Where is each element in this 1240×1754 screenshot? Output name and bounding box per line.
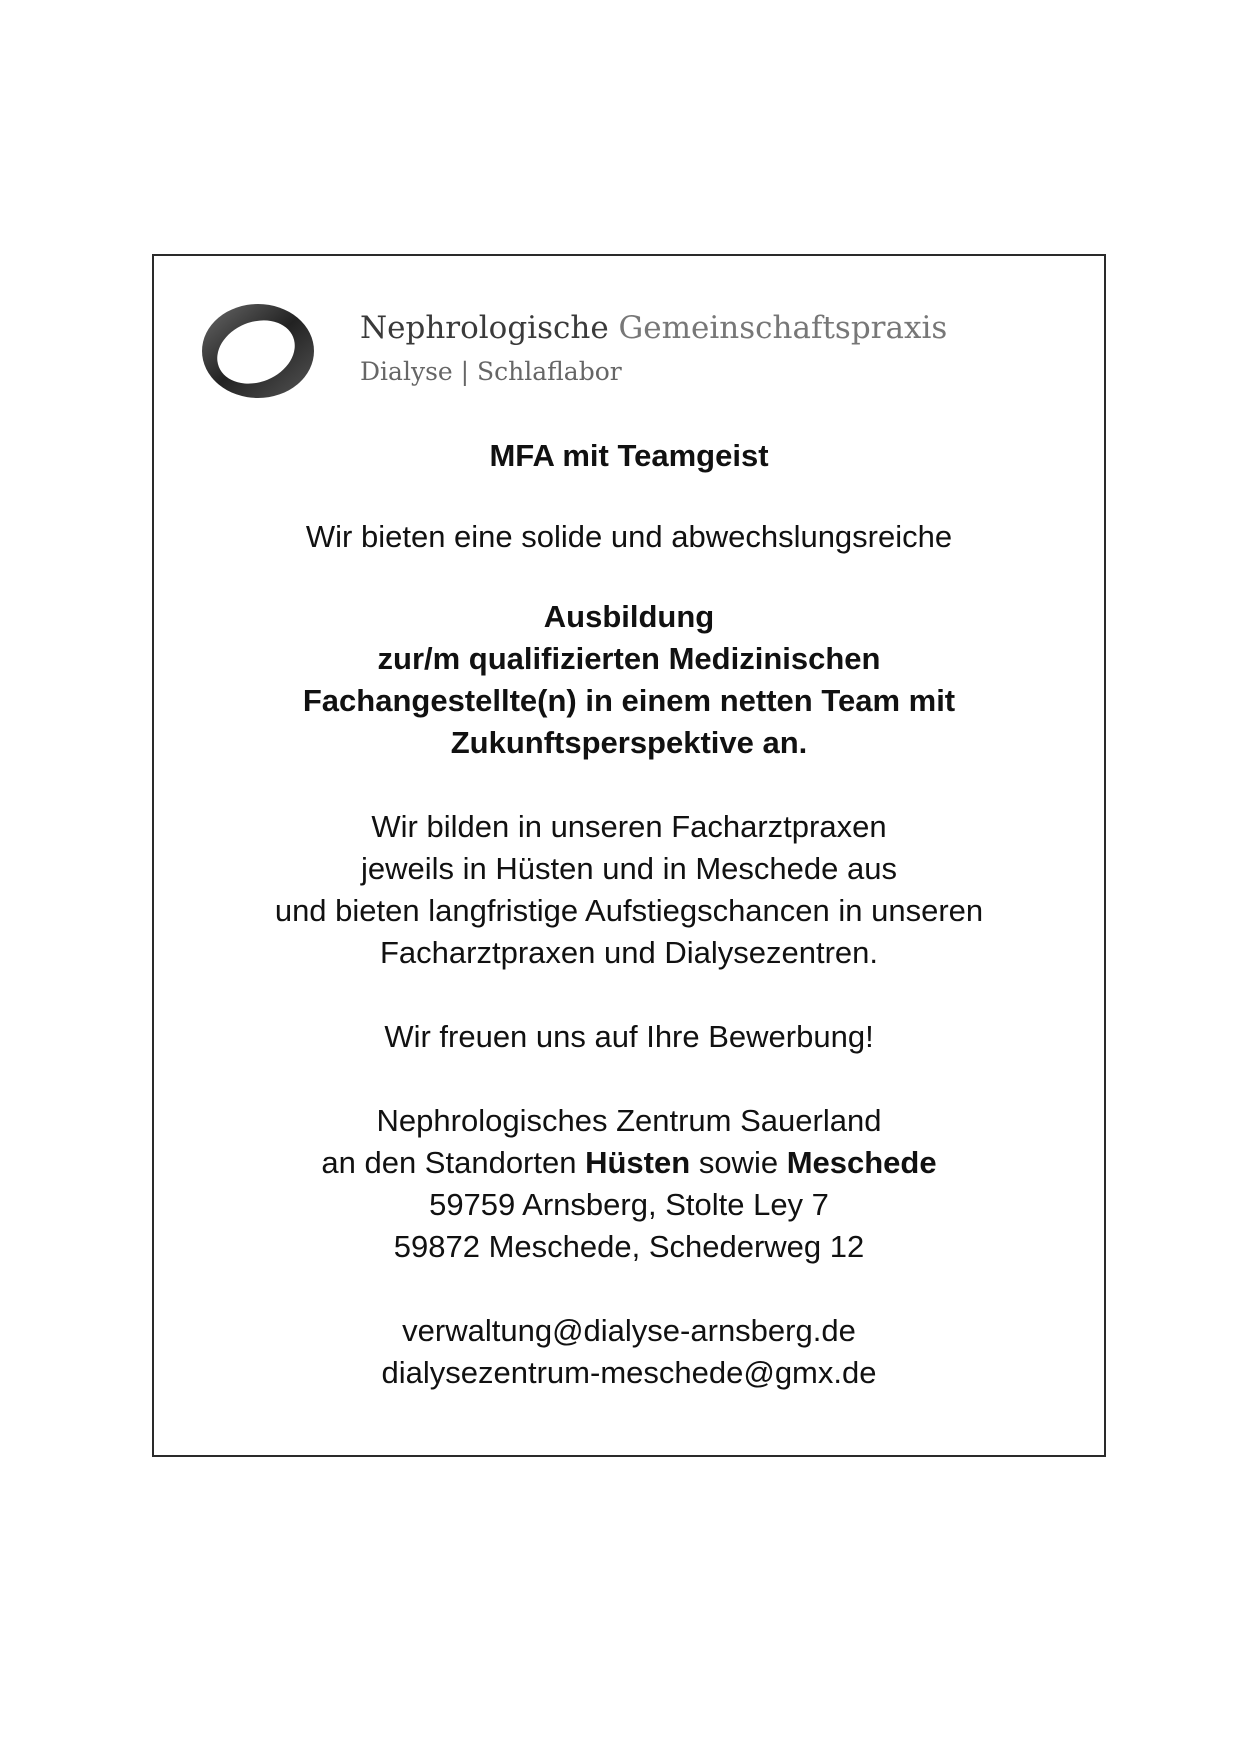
description-line: Facharztpraxen und Dialysezentren. xyxy=(380,935,878,970)
headline: MFA mit Teamgeist xyxy=(489,438,769,473)
brand-header xyxy=(360,308,947,390)
description-line: und bieten langfristige Aufstiegschancen in unseren xyxy=(274,893,984,928)
brand-name-part1: Nephrologische xyxy=(360,310,609,346)
locations-prefix: an den Standorten xyxy=(321,1145,577,1180)
training-line: Ausbildung xyxy=(543,599,715,634)
email-arnsberg[interactable]: verwaltung@dialyse-arnsberg.de xyxy=(402,1313,856,1348)
email-meschede[interactable]: dialysezentrum-meschede@gmx.de xyxy=(381,1355,877,1390)
description-line: jeweils in Hüsten und in Meschede aus xyxy=(361,851,897,886)
job-advertisement xyxy=(152,254,1106,1457)
locations-mid: sowie xyxy=(698,1145,779,1180)
contact-block xyxy=(154,1310,1104,1394)
brand-subtitle: Dialyse | Schlaflabor xyxy=(360,357,622,386)
address-block xyxy=(154,1100,1104,1268)
organization-name: Nephrologisches Zentrum Sauerland xyxy=(376,1103,882,1138)
location-huesten: Hüsten xyxy=(585,1145,691,1180)
training-offer xyxy=(154,596,1104,764)
brand-name xyxy=(360,308,947,348)
training-line: zur/m qualifizierten Medizinischen xyxy=(377,641,881,676)
training-line: Zukunftsperspektive an. xyxy=(450,725,808,760)
closing-text: Wir freuen uns auf Ihre Bewerbung! xyxy=(384,1019,874,1054)
training-line: Fachangestellte(n) in einem netten Team mit xyxy=(302,683,956,718)
description-line: Wir bilden in unseren Facharztpraxen xyxy=(371,809,887,844)
location-meschede: Meschede xyxy=(786,1145,937,1180)
locations-line xyxy=(154,1142,1104,1184)
intro-text: Wir bieten eine solide und abwechslungsreiche xyxy=(305,519,953,554)
address-meschede: 59872 Meschede, Schederweg 12 xyxy=(393,1229,865,1264)
ring-logo-icon xyxy=(196,296,320,406)
brand-name-part2: Gemeinschaftspraxis xyxy=(618,310,948,346)
ad-content xyxy=(154,436,1104,1394)
description xyxy=(154,806,1104,974)
address-arnsberg: 59759 Arnsberg, Stolte Ley 7 xyxy=(429,1187,829,1222)
